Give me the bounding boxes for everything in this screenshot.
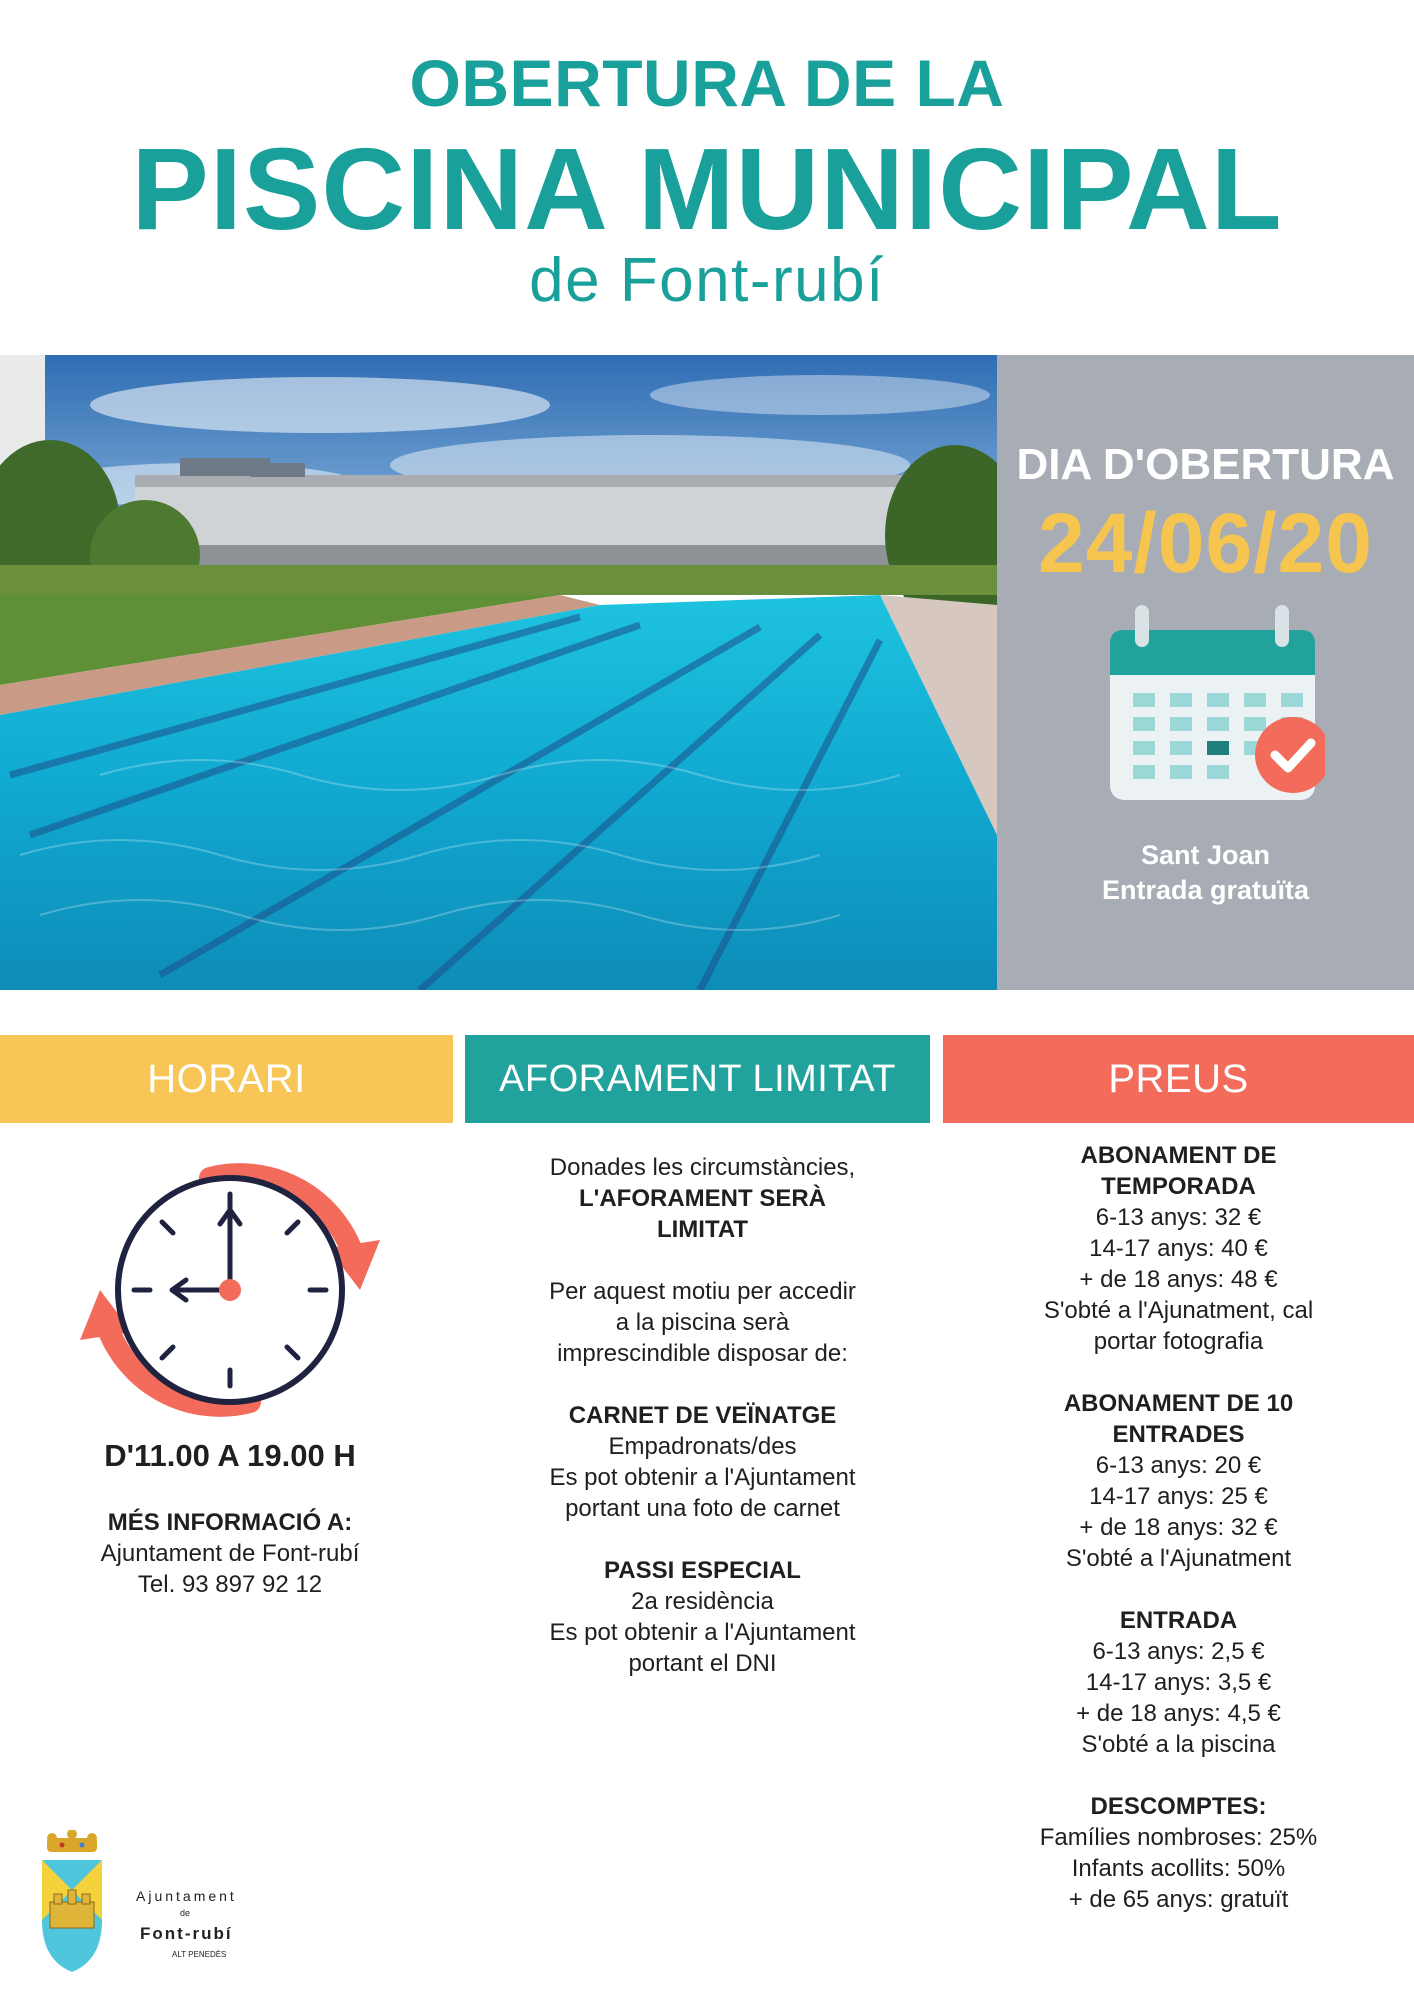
more-info-phone: Tel. 93 897 92 12 xyxy=(137,1571,323,1598)
more-info xyxy=(0,1507,460,1600)
temporada-title: ABONAMENT DE xyxy=(1080,1142,1277,1169)
horari-column xyxy=(0,1140,460,1600)
discount-line: Infants acollits: 50% xyxy=(1071,1855,1286,1882)
opening-day-label: DIA D'OBERTURA xyxy=(1016,440,1395,489)
aforament-intro-bold: L'AFORAMENT SERÀ xyxy=(578,1185,827,1212)
carnet-line: Empadronats/des xyxy=(608,1433,797,1460)
abonament-10-title: ENTRADES xyxy=(1112,1421,1245,1448)
logo-text-de: de xyxy=(180,1908,191,1918)
preus-column xyxy=(943,1140,1414,1915)
aforament-reason: Per aquest motiu per accedir xyxy=(549,1278,856,1305)
discount-line: + de 65 anys: gratuït xyxy=(1068,1886,1289,1913)
price-note: portar fotografia xyxy=(1093,1328,1264,1355)
clock-refresh-icon xyxy=(70,1140,390,1440)
more-info-title: MÉS INFORMACIÓ A: xyxy=(107,1509,353,1536)
price-note: S'obté a la piscina xyxy=(1081,1731,1276,1758)
calendar-check-icon xyxy=(1075,605,1325,805)
price-line: 6-13 anys: 32 € xyxy=(1095,1204,1262,1231)
price-line: + de 18 anys: 4,5 € xyxy=(1076,1700,1281,1727)
abonament-10-title: ABONAMENT DE 10 xyxy=(1063,1390,1294,1417)
price-line: + de 18 anys: 32 € xyxy=(1079,1514,1278,1541)
price-line: 6-13 anys: 20 € xyxy=(1095,1452,1262,1479)
passi-line: Es pot obtenir a l'Ajuntament xyxy=(549,1619,856,1646)
opening-day-panel xyxy=(997,355,1414,990)
price-line: 14-17 anys: 25 € xyxy=(1089,1483,1268,1510)
price-line: 14-17 anys: 40 € xyxy=(1089,1235,1268,1262)
logo-text-font-rubi: Font-rubí xyxy=(140,1924,233,1943)
logo-text-ajuntament: Ajuntament xyxy=(136,1888,237,1904)
opening-note-1: Sant Joan xyxy=(1140,840,1271,870)
section-header-preus: PREUS xyxy=(943,1035,1414,1123)
title-line-1: OBERTURA DE LA xyxy=(409,46,1005,120)
carnet-line: portant una foto de carnet xyxy=(565,1495,840,1522)
aforament-intro-bold: LIMITAT xyxy=(656,1216,749,1243)
more-info-org: Ajuntament de Font-rubí xyxy=(100,1540,360,1567)
passi-line: portant el DNI xyxy=(628,1650,777,1677)
carnet-line: Es pot obtenir a l'Ajuntament xyxy=(549,1464,856,1491)
section-header-horari: HORARI xyxy=(0,1035,453,1123)
temporada-title: TEMPORADA xyxy=(1101,1173,1256,1200)
logo-text-alt-penedes: ALT PENEDÈS xyxy=(172,1950,227,1959)
price-note: S'obté a l'Ajunatment, cal xyxy=(1043,1297,1314,1324)
price-note: S'obté a l'Ajunatment xyxy=(1065,1545,1292,1572)
descomptes-title: DESCOMPTES: xyxy=(1090,1793,1267,1820)
passi-title: PASSI ESPECIAL xyxy=(604,1557,801,1584)
section-header-aforament: AFORAMENT LIMITAT xyxy=(465,1035,930,1123)
title-line-3: de Font-rubí xyxy=(529,246,885,315)
town-hall-logo xyxy=(30,1830,290,1980)
opening-hours: D'11.00 A 19.00 H xyxy=(104,1438,356,1473)
aforament-column xyxy=(465,1152,940,1679)
discount-line: Famílies nombroses: 25% xyxy=(1039,1824,1318,1851)
aforament-reason: imprescindible disposar de: xyxy=(557,1340,848,1367)
aforament-reason: a la piscina serà xyxy=(615,1309,790,1336)
opening-date: 24/06/20 xyxy=(1038,496,1373,590)
pool-photo xyxy=(0,355,997,990)
price-line: + de 18 anys: 48 € xyxy=(1079,1266,1278,1293)
aforament-intro: Donades les circumstàncies, xyxy=(549,1154,856,1181)
title-line-2: PISCINA MUNICIPAL xyxy=(131,124,1283,254)
carnet-title: CARNET DE VEÏNATGE xyxy=(568,1402,837,1429)
price-line: 14-17 anys: 3,5 € xyxy=(1085,1669,1272,1696)
opening-note-2: Entrada gratuïta xyxy=(1101,875,1310,905)
passi-line: 2a residència xyxy=(631,1588,774,1615)
price-line: 6-13 anys: 2,5 € xyxy=(1092,1638,1265,1665)
entrada-title: ENTRADA xyxy=(1119,1607,1238,1634)
